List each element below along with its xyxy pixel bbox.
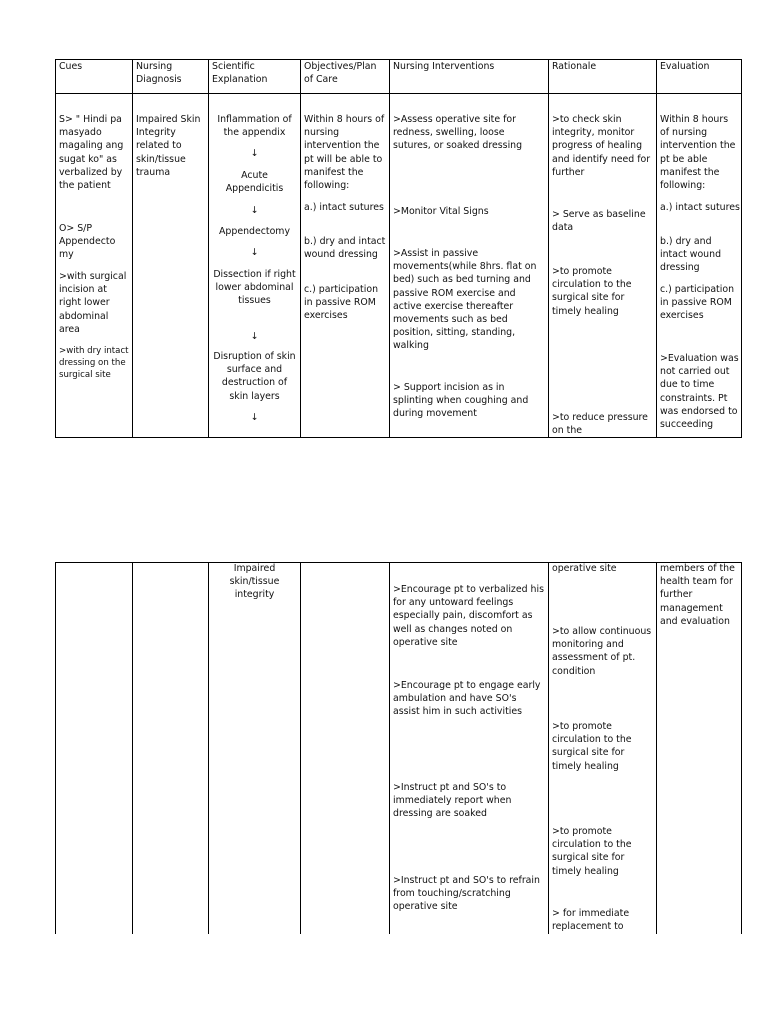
- objective-c: c.) participation in passive ROM exercises: [304, 284, 379, 322]
- column-divider: [132, 563, 133, 934]
- arrow-down-icon: ↓: [250, 331, 259, 342]
- rationale-item: >to allow continuous monitoring and assessment of pt. condition: [552, 626, 652, 677]
- header-evaluation: Evaluation: [660, 61, 710, 72]
- header-divider: [56, 93, 741, 94]
- rationale-item: >to promote circulation to the surgical site for timely healing: [552, 266, 632, 317]
- arrow-down-icon: ↓: [250, 205, 259, 216]
- intervention-item: >Encourage pt to verbalized his for any untoward feelings especially pain, discomfort as well as changes noted on operative site: [393, 584, 544, 648]
- rationale-item: >to promote circulation to the surgical site for timely healing: [552, 826, 632, 877]
- explanation-step: Disruption of skin surface and destruction of skin layers: [213, 351, 296, 402]
- evaluation-a: a.) intact sutures: [660, 202, 740, 213]
- intervention-item: >Encourage pt to engage early ambulation and have SO's assist him in such activities: [393, 680, 541, 718]
- column-divider: [300, 563, 301, 934]
- cue-objective-incision: >with surgical incision at right lower abdominal area: [59, 271, 127, 335]
- evaluation-b: b.) dry and intact wound dressing: [660, 236, 722, 274]
- header-cues: Cues: [59, 61, 83, 72]
- explanation-continued: Impaired skin/tissue integrity: [229, 563, 280, 601]
- cue-objective-dressing: >with dry intact dressing on the surgical site: [59, 346, 129, 380]
- explanation-step: Appendectomy: [219, 226, 290, 237]
- evaluation-note: >Evaluation was not carried out due to time constraints. Pt was endorsed to succeeding: [660, 353, 739, 431]
- care-plan-table-page-2: [55, 562, 742, 934]
- rationale-item: operative site: [552, 563, 617, 574]
- objective-b: b.) dry and intact wound dressing: [304, 236, 386, 261]
- rationale-item: >to check skin integrity, monitor progress of healing and identify need for further: [552, 114, 651, 178]
- cue-objective: O> S/P Appendecto my: [59, 223, 116, 261]
- cue-subjective: S> " Hindi pa masyado magaling ang sugat ko" as verbalized by the patient: [59, 114, 124, 192]
- intervention-item: > Support incision as in splinting when coughing and during movement: [393, 382, 529, 420]
- intervention-item: >Monitor Vital Signs: [393, 206, 489, 217]
- evaluation-continued: members of the health team for further management and evaluation: [660, 563, 735, 627]
- header-scientific-explanation: Scientific Explanation: [212, 61, 268, 86]
- rationale-item: >to promote circulation to the surgical site for timely healing: [552, 721, 632, 772]
- rationale-item: > for immediate replacement to: [552, 908, 630, 933]
- header-objectives: Objectives/Plan of Care: [304, 61, 377, 86]
- column-divider: [208, 563, 209, 934]
- intervention-item: >Assist in passive movements(while 8hrs. flat on bed) such as bed turning and passive ROM exercise and active exercise thereafter movements such as bed position, sitting, standing, walking: [393, 248, 537, 352]
- header-rationale: Rationale: [552, 61, 597, 72]
- arrow-down-icon: ↓: [250, 148, 259, 159]
- header-nursing-diagnosis: Nursing Diagnosis: [136, 61, 182, 86]
- intervention-item: >Instruct pt and SO's to immediately report when dressing are soaked: [393, 782, 512, 820]
- explanation-step: Acute Appendicitis: [225, 170, 284, 195]
- rationale-item: > Serve as baseline data: [552, 209, 646, 234]
- evaluation-c: c.) participation in passive ROM exercises: [660, 284, 735, 322]
- evaluation-intro: Within 8 hours of nursing intervention the pt be able manifest the following:: [660, 114, 736, 192]
- rationale-item: >to reduce pressure on the: [552, 412, 648, 437]
- nursing-diagnosis: Impaired Skin Integrity related to skin/tissue trauma: [136, 114, 201, 178]
- explanation-step: Inflammation of the appendix: [217, 114, 292, 139]
- intervention-item: >Assess operative site for redness, swelling, loose sutures, or soaked dressing: [393, 114, 523, 152]
- explanation-step: Dissection if right lower abdominal tissues: [213, 269, 296, 307]
- arrow-down-icon: ↓: [250, 412, 259, 423]
- care-plan-table-page-1: [55, 59, 742, 438]
- objective-a: a.) intact sutures: [304, 202, 384, 213]
- arrow-down-icon: ↓: [250, 247, 259, 258]
- objectives-intro: Within 8 hours of nursing intervention the pt will be able to manifest the following:: [304, 114, 385, 192]
- header-nursing-interventions: Nursing Interventions: [393, 61, 495, 72]
- intervention-item: >Instruct pt and SO's to refrain from touching/scratching operative site: [393, 875, 540, 913]
